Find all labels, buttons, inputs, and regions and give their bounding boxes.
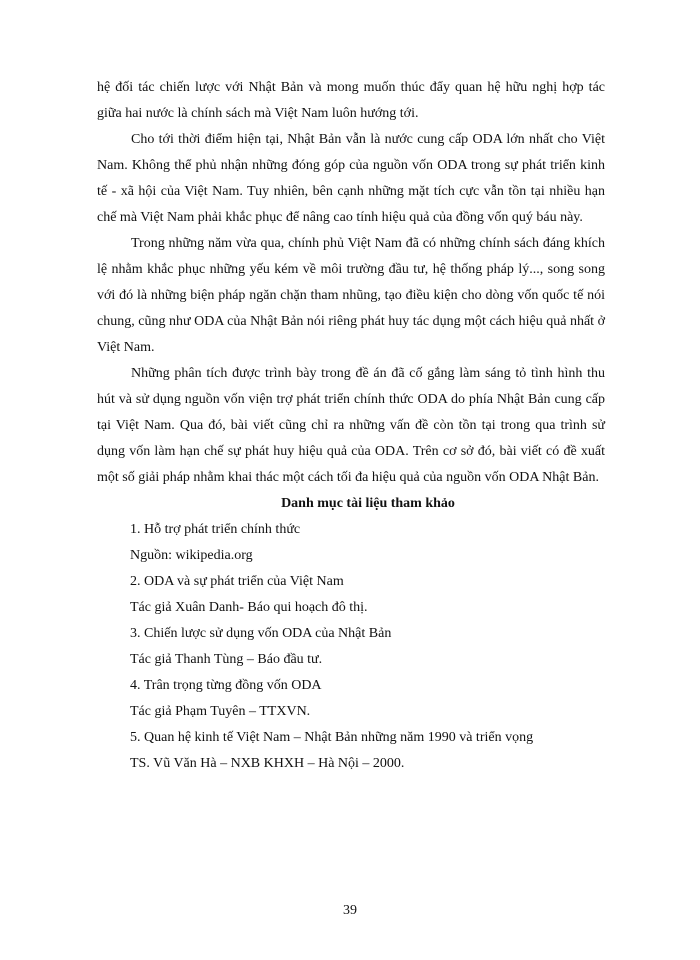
- reference-source: Tác giả Thanh Tùng – Báo đầu tư.: [130, 652, 323, 667]
- reference-title: 5. Quan hệ kinh tế Việt Nam – Nhật Bản những năm 1990 và triển vọng: [130, 730, 534, 745]
- reference-source: Nguồn: wikipedia.org: [130, 548, 253, 563]
- body-text: [97, 75, 605, 777]
- reference-source: Tác giả Xuân Danh- Báo qui hoạch đô thị.: [130, 600, 368, 615]
- reference-title: 2. ODA và sự phát triển của Việt Nam: [130, 574, 344, 589]
- paragraph-continuation: hệ đối tác chiến lược với Nhật Bản và mong muốn thúc đẩy quan hệ hữu nghị hợp tác giữa hai nước là chính sách mà Việt Nam luôn hướng tới.: [97, 80, 605, 121]
- paragraph: Những phân tích được trình bày trong đề án đã cố gắng làm sáng tỏ tình hình thu hút và sử dụng nguồn vốn viện trợ phát triển chính thức ODA do phía Nhật Bản cung cấp tại Việt Nam. Qua đó, bài viết cũng chỉ ra những vấn đề còn tồn tại trong qua trình sử dụng vốn làm hạn chế sự phát huy hiệu quả của ODA. Trên cơ sở đó, bài viết có đề xuất một số giải pháp nhằm khai thác một cách tối đa hiệu quả của nguồn vốn ODA Nhật Bản.: [97, 366, 605, 485]
- reference-title: 4. Trân trọng từng đồng vốn ODA: [130, 678, 322, 693]
- reference-title: 3. Chiến lược sử dụng vốn ODA của Nhật Bản: [130, 626, 392, 641]
- reference-source: TS. Vũ Văn Hà – NXB KHXH – Hà Nội – 2000.: [130, 756, 405, 771]
- reference-title: 1. Hỗ trợ phát triển chính thức: [130, 522, 301, 537]
- paragraph: Cho tới thời điểm hiện tại, Nhật Bản vẫn là nước cung cấp ODA lớn nhất cho Việt Nam. Không thể phủ nhận những đóng góp của nguồn vốn ODA trong sự phát triển kinh tế - xã hội của Việt Nam. Tuy nhiên, bên cạnh những mặt tích cực vẫn tồn tại nhiều hạn chế mà Việt Nam phải khắc phục để nâng cao tính hiệu quả của đồng vốn quý báu này.: [97, 132, 605, 225]
- paragraph: Trong những năm vừa qua, chính phủ Việt Nam đã có những chính sách đáng khích lệ nhằm khắc phục những yếu kém về môi trường đầu tư, hệ thống pháp lý..., song song với đó là những biện pháp ngăn chặn tham nhũng, tạo điều kiện cho dòng vốn quốc tế nói chung, cũng như ODA của Nhật Bản nói riêng phát huy tác dụng một cách hiệu quả nhất ở Việt Nam.: [97, 236, 605, 355]
- reference-source: Tác giả Phạm Tuyên – TTXVN.: [130, 704, 311, 719]
- references-heading: Danh mục tài liệu tham khảo: [281, 496, 455, 511]
- page-number: 39: [343, 903, 357, 918]
- references-list: [97, 517, 605, 777]
